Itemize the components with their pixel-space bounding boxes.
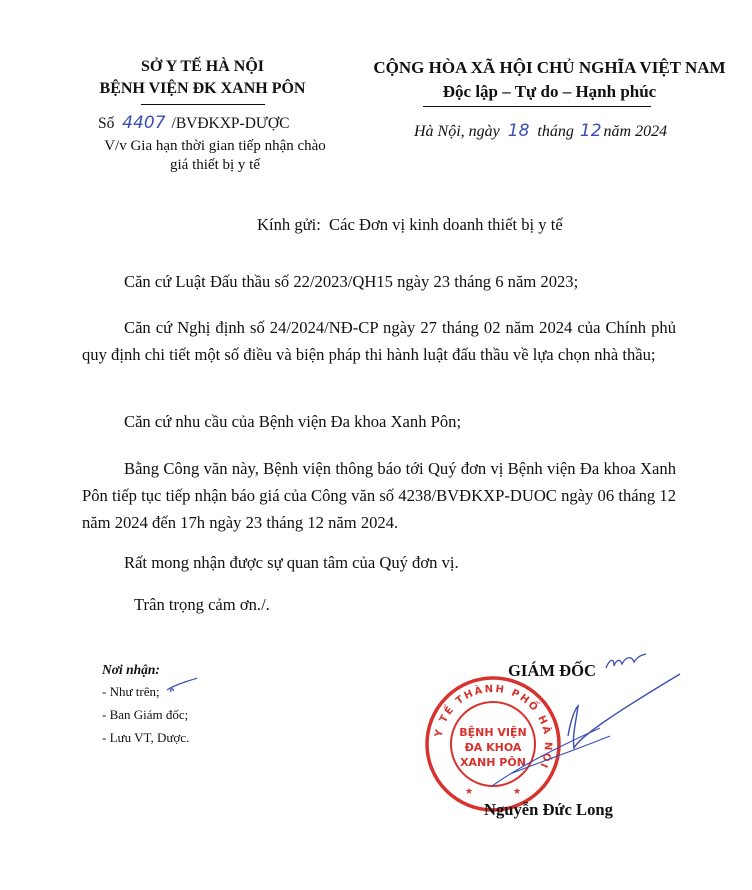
issue-date-day: 18 [507, 121, 530, 141]
signer-name: Nguyễn Đức Long [484, 800, 613, 819]
seal-ring-text: Y TẾ THÀNH PHỐ HÀ NỘI [433, 683, 554, 771]
addressee-label: Kính gửi: [257, 215, 321, 234]
header-left-divider [141, 104, 265, 105]
department-name: SỞ Y TẾ HÀ NỘI [141, 58, 264, 75]
signature-title: GIÁM ĐỐC [508, 661, 597, 680]
nation-title: CỘNG HÒA XÃ HỘI CHỦ NGHĨA VIỆT NAM [373, 58, 726, 77]
seal-star-icon: ★ [512, 787, 522, 797]
recipient-item: - Như trên; [102, 684, 160, 699]
header-right-divider [423, 106, 651, 107]
national-motto: Độc lập – Tự do – Hạnh phúc [442, 82, 657, 101]
initial-mark [165, 676, 199, 694]
hospital-name: BỆNH VIỆN ĐK XANH PÔN [99, 80, 306, 97]
issue-date-place: Hà Nội, ngày [414, 123, 500, 140]
body-paragraph-legal-basis-1: Căn cứ Luật Đấu thầu số 22/2023/QH15 ngày 23 tháng 6 năm 2023; [124, 272, 579, 291]
subject [70, 137, 360, 175]
seal-line-1: BỆNH VIỆN [459, 726, 527, 739]
recipient-item: - Lưu VT, Dược. [102, 730, 190, 745]
addressee-value: Các Đơn vị kinh doanh thiết bị y tế [329, 215, 563, 234]
issue-date-month-label: tháng [537, 123, 574, 140]
subject-line-1: V/v Gia hạn thời gian tiếp nhận chào [104, 138, 326, 154]
seal-star-icon: ★ [464, 787, 474, 797]
body-paragraph-regards: Rất mong nhận được sự quan tâm của Quý đơn vị. [124, 553, 459, 572]
body-paragraph-legal-basis-3: Căn cứ nhu cầu của Bệnh viện Đa khoa Xanh Pôn; [124, 412, 462, 431]
seal-line-2: ĐA KHOA [464, 741, 522, 754]
body-paragraph-thanks: Trân trọng cảm ơn./. [134, 595, 270, 614]
body-paragraph-legal-basis-2: Căn cứ Nghị định số 24/2024/NĐ-CP ngày 27 tháng 02 năm 2024 của Chính phủ quy định chi tiết một số điều và biện pháp thi hành luật đấu thầu về lựa chọn nhà thầu; [82, 318, 676, 364]
body-paragraph-notice: Bằng Công văn này, Bệnh viện thông báo tới Quý đơn vị Bệnh viện Đa khoa Xanh Pôn tiếp tục tiếp nhận báo giá của Công văn số 4238/BVĐKXP-DUOC ngày 06 tháng 12 năm 2024 đến 17h ngày 23 tháng 12 năm 2024. [82, 459, 676, 532]
addressee [257, 215, 563, 235]
issue-date-month: 12 [579, 121, 602, 141]
seal-line-3: XANH PÔN [460, 756, 526, 769]
recipient-item: - Ban Giám đốc; [102, 707, 189, 722]
document-number-suffix: /BVĐKXP-DƯỢC [171, 115, 290, 132]
recipients-title: Nơi nhận: [102, 662, 160, 677]
director-signature [470, 666, 700, 816]
subject-line-2: giá thiết bị y tế [170, 157, 260, 173]
issue-date-year: năm 2024 [603, 123, 668, 140]
issue-date [414, 121, 667, 141]
document-number [98, 113, 289, 133]
document-number-handwritten: 4407 [122, 113, 166, 133]
document-number-prefix: Số [98, 115, 115, 132]
